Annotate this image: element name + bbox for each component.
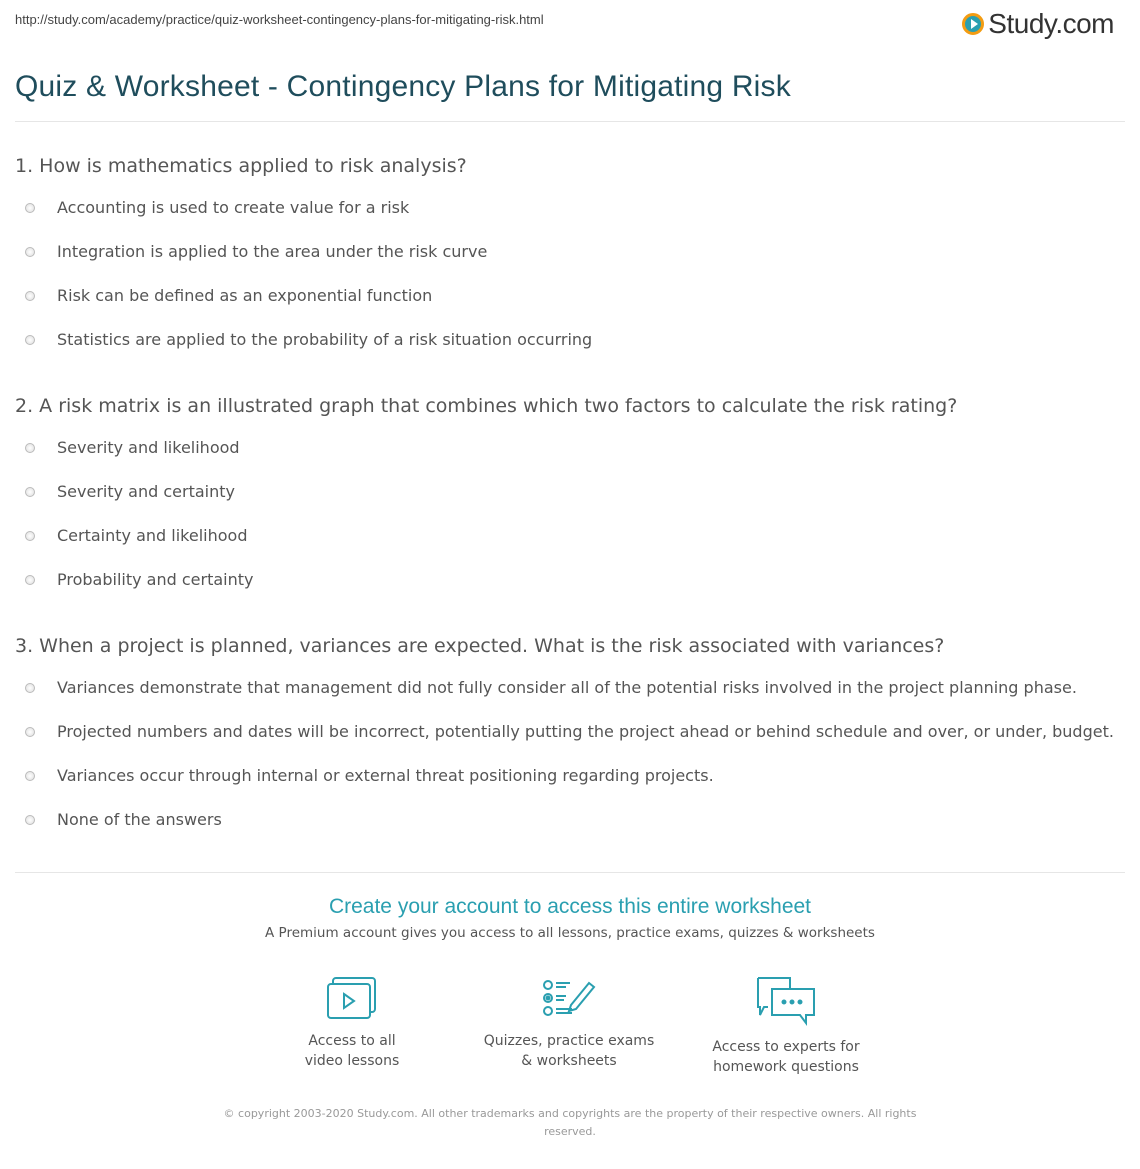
feature-line: Access to experts for [712, 1039, 860, 1055]
feature-experts [676, 975, 896, 1077]
question-text: 3. When a project is planned, variances are expected. What is the risk associated with variances? [15, 635, 945, 657]
feature-line: video lessons [304, 1053, 400, 1069]
logo-text: Study.com [988, 8, 1114, 39]
answer-option[interactable] [15, 285, 1125, 329]
option-label: Accounting is used to create value for a risk [57, 198, 410, 217]
radio-icon[interactable] [25, 443, 35, 453]
feature-line: Access to all [308, 1033, 396, 1049]
cta-heading[interactable]: Create your account to access this entire worksheet [328, 895, 812, 918]
option-label: Severity and certainty [57, 482, 235, 501]
option-label: Integration is applied to the area under the risk curve [57, 242, 488, 261]
option-label: Severity and likelihood [57, 438, 240, 457]
question-1 [15, 153, 1125, 393]
radio-icon[interactable] [25, 531, 35, 541]
answer-option[interactable] [15, 809, 1125, 853]
signup-cta [0, 895, 1140, 941]
answer-option[interactable] [15, 481, 1125, 525]
answer-option[interactable] [15, 241, 1125, 285]
question-text: 1. How is mathematics applied to risk analysis? [15, 155, 467, 177]
radio-icon[interactable] [25, 771, 35, 781]
divider [15, 872, 1125, 873]
radio-icon[interactable] [25, 727, 35, 737]
feature-video [242, 975, 462, 1071]
answer-option[interactable] [15, 525, 1125, 569]
divider [15, 121, 1125, 122]
feature-line: homework questions [713, 1059, 859, 1075]
radio-icon[interactable] [25, 335, 35, 345]
radio-icon[interactable] [25, 487, 35, 497]
page-url: http://study.com/academy/practice/quiz-worksheet-contingency-plans-for-mitigating-risk.html [15, 12, 544, 27]
option-label: Statistics are applied to the probability of a risk situation occurring [57, 330, 593, 349]
option-label: Variances occur through internal or external threat positioning regarding projects. [57, 766, 714, 785]
answer-option[interactable] [15, 569, 1125, 613]
option-label: Projected numbers and dates will be incorrect, potentially putting the project ahead or behind schedule and over, or under, budget. [57, 722, 1114, 741]
cta-subtext: A Premium account gives you access to all lessons, practice exams, quizzes & worksheets [265, 925, 875, 941]
radio-icon[interactable] [25, 815, 35, 825]
radio-icon[interactable] [25, 203, 35, 213]
option-label: Certainty and likelihood [57, 526, 248, 545]
quiz-icon [541, 975, 597, 1021]
answer-option[interactable] [15, 329, 1125, 373]
option-label: None of the answers [57, 810, 222, 829]
radio-icon[interactable] [25, 575, 35, 585]
option-label: Risk can be defined as an exponential function [57, 286, 433, 305]
question-3 [15, 633, 1125, 873]
feature-quizzes [459, 975, 679, 1071]
question-2 [15, 393, 1125, 633]
study-logo[interactable] [962, 8, 1114, 40]
answer-option[interactable] [15, 677, 1125, 721]
radio-icon[interactable] [25, 291, 35, 301]
video-icon [326, 975, 378, 1021]
feature-line: & worksheets [521, 1053, 617, 1069]
play-logo-icon [962, 13, 984, 35]
answer-option[interactable] [15, 721, 1125, 765]
answer-option[interactable] [15, 197, 1125, 241]
quiz-questions [15, 153, 1125, 873]
option-label: Probability and certainty [57, 570, 254, 589]
feature-line: Quizzes, practice exams [483, 1033, 655, 1049]
radio-icon[interactable] [25, 683, 35, 693]
option-label: Variances demonstrate that management did not fully consider all of the potential risks involved in the project planning phase. [57, 678, 1077, 697]
radio-icon[interactable] [25, 247, 35, 257]
copyright-footer: © copyright 2003-2020 Study.com. All other trademarks and copyrights are the property of their respective owners. All rights reserved. [223, 1107, 917, 1138]
answer-option[interactable] [15, 437, 1125, 481]
chat-icon [754, 975, 818, 1027]
page-title: Quiz & Worksheet - Contingency Plans for Mitigating Risk [15, 70, 791, 103]
question-text: 2. A risk matrix is an illustrated graph that combines which two factors to calculate the risk rating? [15, 395, 958, 417]
answer-option[interactable] [15, 765, 1125, 809]
